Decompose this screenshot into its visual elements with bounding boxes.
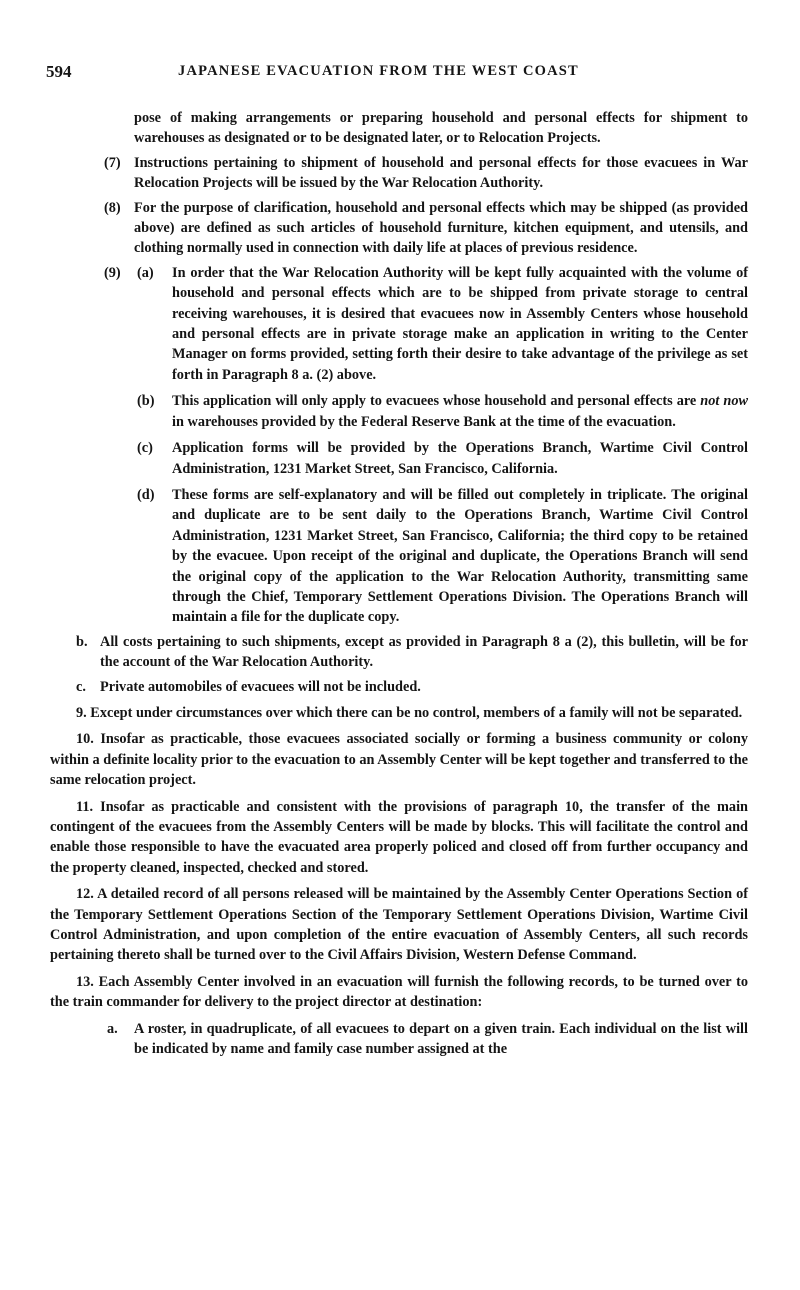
paragraph-10: 10. Insofar as practicable, those evacuees associated socially or forming a business community or colony within a definite locality prior to the evacuation to an Assembly Center will be kept together and transferred to the same relocation project. [50,731,748,789]
running-head: JAPANESE EVACUATION FROM THE WEST COAST [178,63,579,79]
subitem-label: (c) [137,440,153,457]
subitem-text: This application will only apply to evacuees whose household and personal effects are [172,393,697,410]
emphasis-text: not now [700,393,748,410]
subitem-label: (d) [137,486,155,503]
subitem-text: These forms are self-explanatory and will be filled out completely in triplicate. The original and duplicate are to be sent daily to the Operations Branch, Wartime Civil Control Administration, 1231 Market Street, San Francisco, California; the third copy to be retained by the evacuee. Upon receipt of the original and duplicate, the Operations Branch will send the original copy of the application to the War Relocation Authority, transmitting same through the Chief, Temporary Settlement Operations Division. The Operations Branch will maintain a file for the duplicate copy. [172,486,748,626]
item-b [50,632,748,673]
item-9a [50,263,748,385]
subitem-text: In order that the War Relocation Authority will be kept fully acquainted with the volume of household and personal effects which are to be shipped from private storage to central receiving warehouses, it is desired that evacuees now in Assembly Centers whose household and personal effects are in private storage make an application in writing to the Center Manager on forms provided, setting forth their desire to take advantage of the privilege as set forth in Paragraph 8 a. (2) above. [172,264,748,383]
item-7 [50,153,748,194]
item-label: (7) [104,154,121,171]
item-text: Instructions pertaining to shipment of household and personal effects for those evacuees in War Relocation Projects will be issued by the War Relocation Authority. [134,154,748,192]
continued-text: pose of making arrangements or preparing household and personal effects for shipment to warehouses as designated or to be designated later, or to Relocation Projects. [134,110,748,147]
item-9c [50,438,748,479]
paragraph-9: 9. Except under circumstances over which there can be no control, members of a family will not be separated. [76,704,743,721]
item-label: a. [107,1020,118,1037]
page-header [46,62,746,86]
paragraph-12: 12. A detailed record of all persons released will be maintained by the Assembly Center Operations Section of the Temporary Settlement Operations Section of the Temporary Settlement Operations Division, Wartime Civil Control Administration, and upon completion of the entire evacuation of Assembly Centers, all such records pertaining thereto shall be turned over to the Civil Affairs Division, Western Defense Command. [50,886,748,964]
item-9b [50,391,748,432]
item-8 [50,198,748,259]
item-text: Private automobiles of evacuees will not be included. [100,678,421,695]
item-13a [50,1019,748,1060]
item-label: (8) [104,199,121,216]
item-text: All costs pertaining to such shipments, except as provided in Paragraph 8 a (2), this bulletin, will be for the account of the War Relocation Authority. [100,633,748,671]
page-number: 594 [46,62,72,81]
item-label: c. [76,678,86,695]
item-text: A roster, in quadruplicate, of all evacuees to depart on a given train. Each individual on the list will be indicated by name and family case number assigned at the [134,1020,748,1058]
item-9d [50,485,748,628]
paragraph-13: 13. Each Assembly Center involved in an evacuation will furnish the following records, to be turned over to the train commander for delivery to the project director at destination: [50,973,748,1011]
item-label: b. [76,633,88,650]
subitem-text: Application forms will be provided by the Operations Branch, Wartime Civil Control Administration, 1231 Market Street, San Francisco, California. [172,440,748,477]
paragraph-11: 11. Insofar as practicable and consistent with the provisions of paragraph 10, the transfer of the main contingent of the evacuees from the Assembly Centers will be made by blocks. This will facilitate the control and enable those responsible to have the evacuated area properly policed and closed off from further occupancy and the property cleaned, inspected, checked and stored. [50,798,748,876]
item-c [50,677,748,697]
item-label: (9) [104,264,121,281]
page-body [50,108,748,1059]
subitem-text-continued: in warehouses provided by the Federal Reserve Bank at the time of the evacuation. [172,413,676,430]
subitem-label: (a) [137,264,154,281]
item-text: For the purpose of clarification, household and personal effects which may be shipped (as provided above) are defined as such articles of household furniture, kitchen equipment, and utensils, and clothing normally used in connection with daily life at places of previous residence. [134,199,748,257]
subitem-label: (b) [137,393,155,410]
